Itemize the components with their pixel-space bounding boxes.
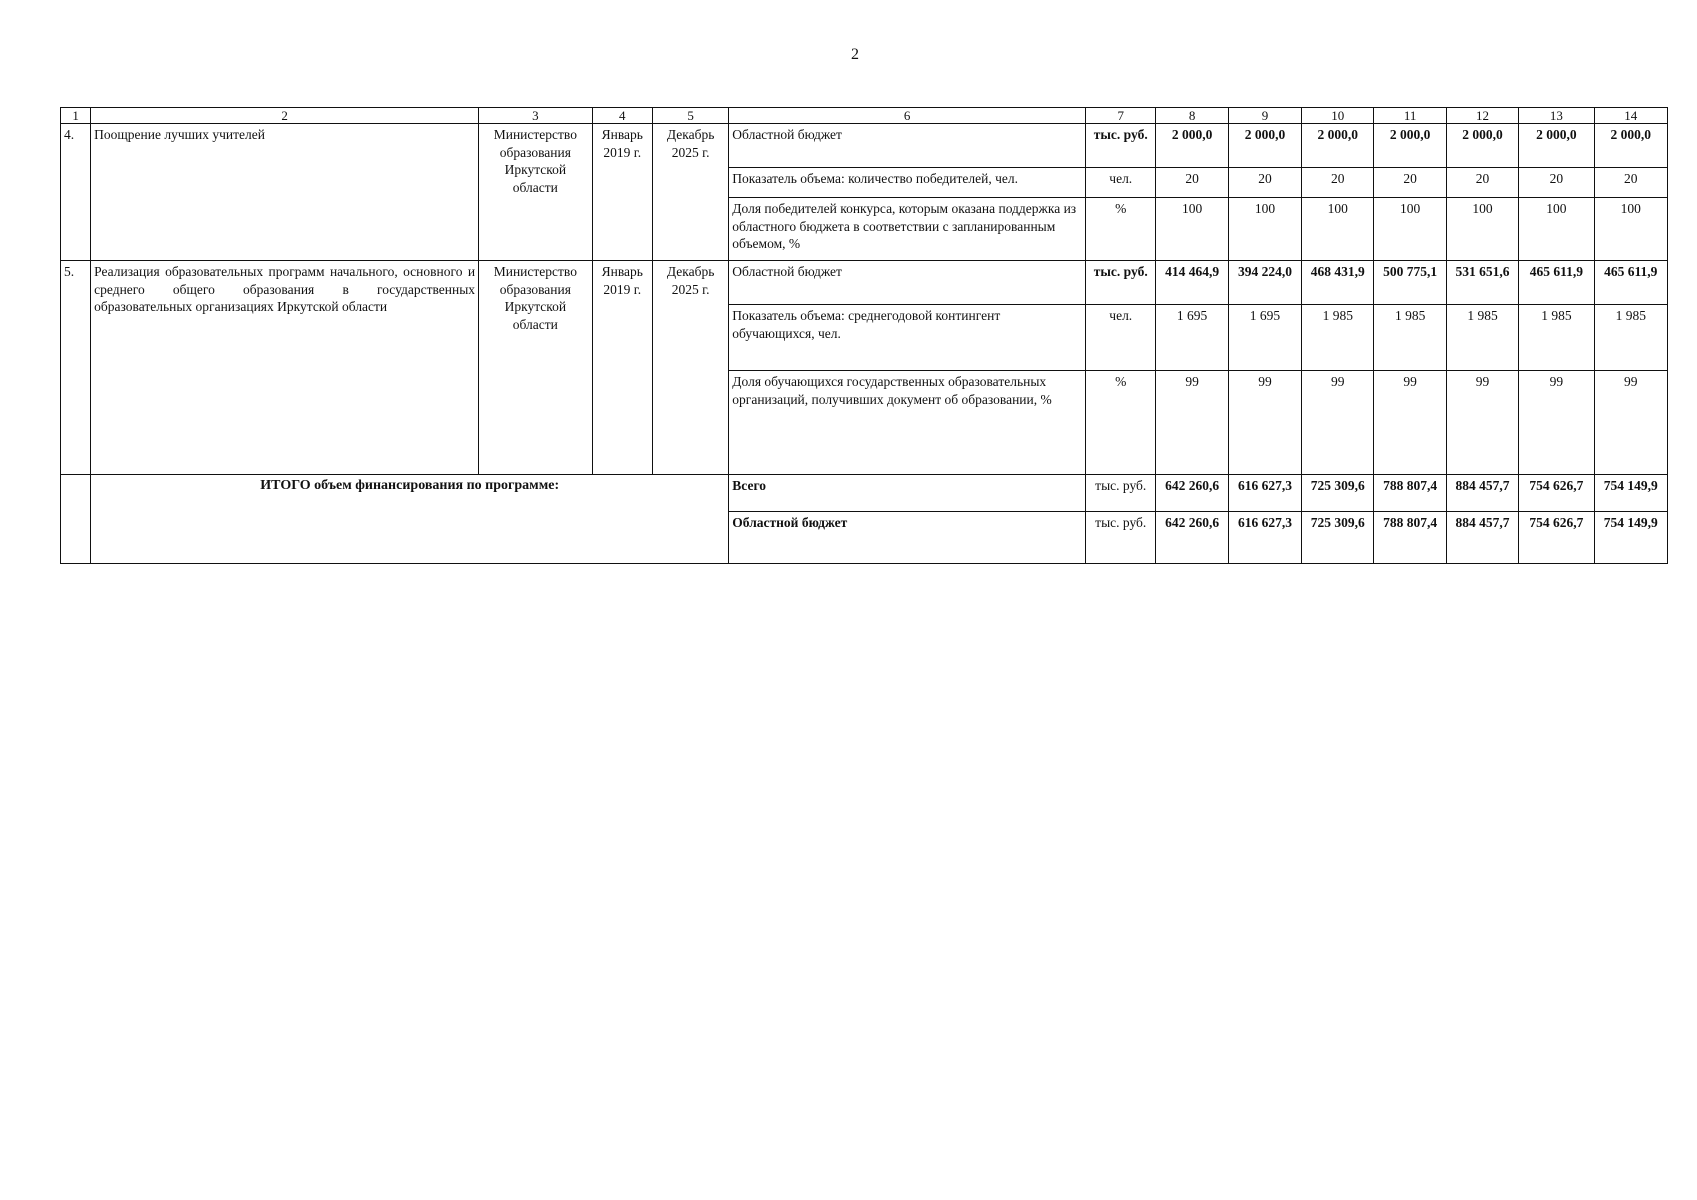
total-value-cell: 754 626,7: [1519, 512, 1594, 564]
end-date: Декабрь 2025 г.: [652, 124, 728, 261]
indicator-label: Доля обучающихся государственных образовательных организаций, получивших документ об образовании, %: [729, 371, 1086, 475]
column-number: 6: [729, 108, 1086, 124]
column-number: 5: [652, 108, 728, 124]
column-number-row: [61, 108, 1668, 124]
column-number: 10: [1302, 108, 1374, 124]
value-cell: 99: [1446, 371, 1518, 475]
page-number: 2: [851, 46, 859, 63]
value-cell: 99: [1302, 371, 1374, 475]
value-cell: 1 695: [1156, 305, 1228, 371]
value-cell: 20: [1302, 168, 1374, 198]
value-cell: 99: [1156, 371, 1228, 475]
total-value-cell: 616 627,3: [1228, 512, 1301, 564]
total-value-cell: 754 626,7: [1519, 475, 1594, 512]
value-cell: 20: [1228, 168, 1301, 198]
value-cell: 100: [1228, 198, 1301, 261]
total-line-unit: тыс. руб.: [1086, 512, 1156, 564]
value-cell: 468 431,9: [1302, 261, 1374, 305]
value-cell: 20: [1156, 168, 1228, 198]
column-number: 13: [1519, 108, 1594, 124]
start-date: Январь 2019 г.: [592, 124, 652, 261]
value-cell: 100: [1156, 198, 1228, 261]
value-cell: 2 000,0: [1374, 124, 1446, 168]
total-value-cell: 754 149,9: [1594, 512, 1667, 564]
indicator-unit: %: [1086, 198, 1156, 261]
value-cell: 99: [1519, 371, 1594, 475]
table-row: [61, 124, 1668, 168]
value-cell: 531 651,6: [1446, 261, 1518, 305]
column-number: 12: [1446, 108, 1518, 124]
value-cell: 100: [1519, 198, 1594, 261]
value-cell: 2 000,0: [1446, 124, 1518, 168]
value-cell: 2 000,0: [1156, 124, 1228, 168]
value-cell: 2 000,0: [1228, 124, 1301, 168]
value-cell: 1 985: [1446, 305, 1518, 371]
total-line-label: Всего: [729, 475, 1086, 512]
total-value-cell: 642 260,6: [1156, 475, 1228, 512]
column-number: 2: [91, 108, 479, 124]
indicator-unit: чел.: [1086, 168, 1156, 198]
total-value-cell: 725 309,6: [1302, 512, 1374, 564]
column-number: 1: [61, 108, 91, 124]
end-date: Декабрь 2025 г.: [652, 261, 728, 475]
value-cell: 100: [1446, 198, 1518, 261]
column-number: 7: [1086, 108, 1156, 124]
total-line-unit: тыс. руб.: [1086, 475, 1156, 512]
column-number: 9: [1228, 108, 1301, 124]
total-value-cell: 788 807,4: [1374, 512, 1446, 564]
indicator-unit: %: [1086, 371, 1156, 475]
total-value-cell: 642 260,6: [1156, 512, 1228, 564]
value-cell: 20: [1374, 168, 1446, 198]
indicator-label: Доля победителей конкурса, которым оказана поддержка из областного бюджета в соответствии с запланированным объемом, %: [729, 198, 1086, 261]
value-cell: 100: [1374, 198, 1446, 261]
total-value-cell: 725 309,6: [1302, 475, 1374, 512]
value-cell: 1 985: [1374, 305, 1446, 371]
value-cell: 20: [1446, 168, 1518, 198]
table-row: [61, 261, 1668, 305]
total-label: ИТОГО объем финансирования по программе:: [91, 475, 729, 564]
total-row: [61, 475, 1668, 512]
row-number: 5.: [61, 261, 91, 475]
column-number: 11: [1374, 108, 1446, 124]
column-number: 3: [479, 108, 593, 124]
indicator-label: Показатель объема: количество победителей, чел.: [729, 168, 1086, 198]
executor: Министерство образования Иркутской области: [479, 261, 593, 475]
indicator-unit: чел.: [1086, 305, 1156, 371]
executor: Министерство образования Иркутской области: [479, 124, 593, 261]
value-cell: 99: [1594, 371, 1667, 475]
value-cell: 465 611,9: [1594, 261, 1667, 305]
activity-name: Реализация образовательных программ начального, основного и среднего общего образования в государственных образовательных организациях Иркутской области: [91, 261, 479, 475]
program-table: [60, 107, 1668, 564]
value-cell: 1 985: [1519, 305, 1594, 371]
total-value-cell: 616 627,3: [1228, 475, 1301, 512]
value-cell: 465 611,9: [1519, 261, 1594, 305]
indicator-label: Показатель объема: среднегодовой контингент обучающихся, чел.: [729, 305, 1086, 371]
value-cell: 2 000,0: [1519, 124, 1594, 168]
total-value-cell: 788 807,4: [1374, 475, 1446, 512]
indicator-label: Областной бюджет: [729, 124, 1086, 168]
total-line-label: Областной бюджет: [729, 512, 1086, 564]
value-cell: 414 464,9: [1156, 261, 1228, 305]
value-cell: 99: [1228, 371, 1301, 475]
value-cell: 2 000,0: [1594, 124, 1667, 168]
column-number: 8: [1156, 108, 1228, 124]
value-cell: 394 224,0: [1228, 261, 1301, 305]
column-number: 4: [592, 108, 652, 124]
total-empty-cell: [61, 475, 91, 564]
value-cell: 500 775,1: [1374, 261, 1446, 305]
indicator-unit: тыс. руб.: [1086, 124, 1156, 168]
row-number: 4.: [61, 124, 91, 261]
indicator-unit: тыс. руб.: [1086, 261, 1156, 305]
total-value-cell: 884 457,7: [1446, 475, 1518, 512]
activity-name: Поощрение лучших учителей: [91, 124, 479, 261]
total-value-cell: 884 457,7: [1446, 512, 1518, 564]
value-cell: 20: [1594, 168, 1667, 198]
value-cell: 99: [1374, 371, 1446, 475]
value-cell: 100: [1302, 198, 1374, 261]
start-date: Январь 2019 г.: [592, 261, 652, 475]
column-number: 14: [1594, 108, 1667, 124]
total-value-cell: 754 149,9: [1594, 475, 1667, 512]
value-cell: 1 985: [1594, 305, 1667, 371]
value-cell: 1 985: [1302, 305, 1374, 371]
indicator-label: Областной бюджет: [729, 261, 1086, 305]
value-cell: 2 000,0: [1302, 124, 1374, 168]
value-cell: 20: [1519, 168, 1594, 198]
value-cell: 100: [1594, 198, 1667, 261]
value-cell: 1 695: [1228, 305, 1301, 371]
